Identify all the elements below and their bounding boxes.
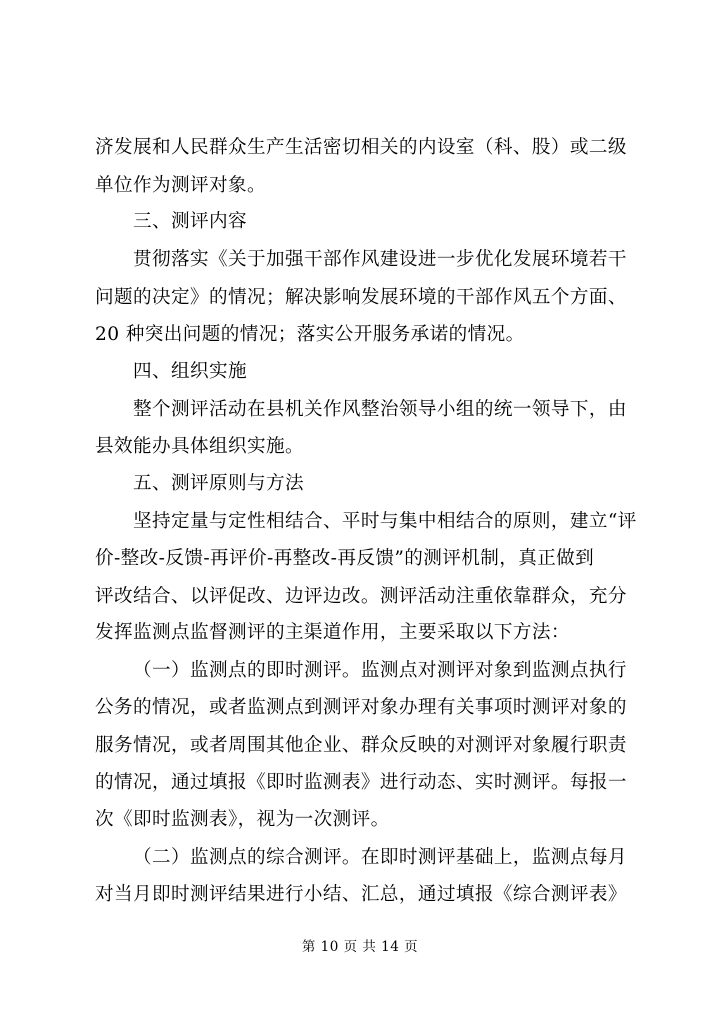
body-text-line: 评改结合、以评促改、边评边改。测评活动注重依靠群众，充分 <box>95 586 627 607</box>
body-text-line: （一）监测点的即时测评。监测点对测评对象到监测点执行 <box>133 660 627 681</box>
section-heading: 四、组织实施 <box>133 361 247 382</box>
body-text-line: 价-整改-反馈-再评价-再整改-再反馈”的测评机制，真正做到 <box>95 548 595 569</box>
body-text-line: 发挥监测点监督测评的主渠道作用，主要采取以下方法： <box>95 622 570 643</box>
body-text-line: 贯彻落实《关于加强干部作风建设进一步优化发展环境若干 <box>133 249 627 270</box>
section-heading: 五、测评原则与方法 <box>133 473 304 494</box>
body-text-line: 对当月即时测评结果进行小结、汇总，通过填报《综合测评表》 <box>95 884 627 905</box>
body-text-line: 县效能办具体组织实施。 <box>95 436 304 457</box>
body-text-line: 的情况，通过填报《即时监测表》进行动态、实时测评。每报一 <box>95 772 627 793</box>
body-text-line: 20 种突出问题的情况；落实公开服务承诺的情况。 <box>95 324 525 345</box>
body-text-line: 济发展和人民群众生产生活密切相关的内设室（科、股）或二级 <box>95 137 627 158</box>
body-text-line: 服务情况，或者周围其他企业、群众反映的对测评对象履行职责 <box>95 735 627 756</box>
section-heading: 三、测评内容 <box>133 211 247 232</box>
body-text-line: 问题的决定》的情况；解决影响发展环境的干部作风五个方面、 <box>95 287 627 308</box>
body-text-line: 单位作为测评对象。 <box>95 175 266 196</box>
body-text-line: 坚持定量与定性相结合、平时与集中相结合的原则，建立“评 <box>133 511 637 532</box>
body-text-line: 次《即时监测表》，视为一次测评。 <box>95 809 390 830</box>
body-text-line: （二）监测点的综合测评。在即时测评基础上，监测点每月 <box>133 847 627 868</box>
page-number-footer: 第 10 页 共 14 页 <box>301 939 419 955</box>
body-text-line: 整个测评活动在县机关作风整治领导小组的统一领导下，由 <box>133 399 627 420</box>
body-text-line: 公务的情况，或者监测点到测评对象办理有关事项时测评对象的 <box>95 697 627 718</box>
